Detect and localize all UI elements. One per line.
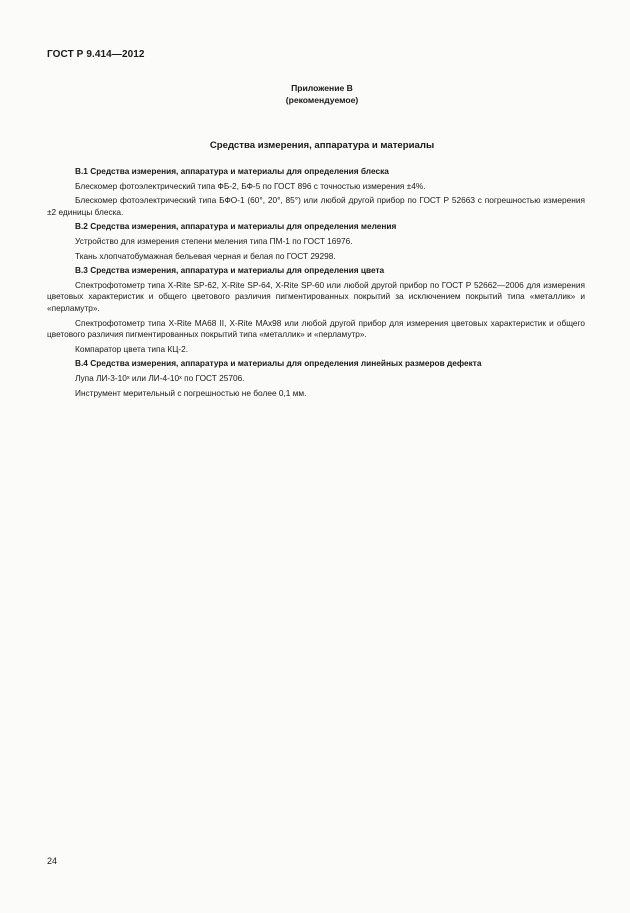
paragraph: Ткань хлопчатобумажная бельевая черная и белая по ГОСТ 29298. <box>75 250 336 261</box>
paragraph: Спектрофотометр типа X-Rite SP-62, X-Rite SP-64, X-Rite SP-60 или любой другой прибор по ГОСТ Р 52662—2006 для измерения цветовых характеристик и общего цветового различия пигментированных покрытий за исключением покрытий типа «металлик» и «перламутр». <box>47 279 585 313</box>
paragraph: Компаратор цвета типа КЦ-2. <box>75 343 189 354</box>
paragraph: Лупа ЛИ-3-10ˣ или ЛИ-4-10ˣ по ГОСТ 25706. <box>75 372 245 383</box>
section-heading: В.2 Средства измерения, аппаратура и материалы для определения меления <box>75 221 397 232</box>
appendix-title: Приложение В <box>291 83 353 93</box>
appendix-heading <box>0 82 630 106</box>
paragraph: Блескомер фотоэлектрический типа ФБ-2, БФ-5 по ГОСТ 896 с точностью измерения ±4%. <box>75 180 426 191</box>
document-body <box>47 166 585 402</box>
section-b4 <box>47 358 585 399</box>
main-title: Средства измерения, аппаратура и материалы <box>209 140 435 151</box>
section-heading: В.4 Средства измерения, аппаратура и материалы для определения линейных размеров дефекта <box>75 358 482 369</box>
page-number: 24 <box>47 856 58 866</box>
document-code: ГОСТ Р 9.414—2012 <box>47 49 145 60</box>
section-heading: В.3 Средства измерения, аппаратура и материалы для определения цвета <box>75 265 385 276</box>
section-heading: В.1 Средства измерения, аппаратура и материалы для определения блеска <box>75 166 389 176</box>
appendix-subtitle: (рекомендуемое) <box>285 95 359 105</box>
section-b2 <box>47 221 585 262</box>
paragraph: Устройство для измерения степени меления типа ПМ-1 по ГОСТ 16976. <box>75 235 353 246</box>
paragraph: Инструмент мерительный с погрешностью не более 0,1 мм. <box>75 387 307 398</box>
section-b1 <box>47 166 585 218</box>
section-b3 <box>47 265 585 355</box>
paragraph: Блескомер фотоэлектрический типа БФО-1 (60°, 20°, 85°) или любой другой прибор по ГОСТ Р 52663 с погрешностью измерения ±2 единицы блеска. <box>47 195 585 217</box>
paragraph: Спектрофотометр типа X-Rite MA68 II, X-Rite MAx98 или любой другой прибор для измерения цветовых характеристик и общего цветового различия пигментированных покрытий типа «металлик» и «перламутр». <box>47 317 585 340</box>
